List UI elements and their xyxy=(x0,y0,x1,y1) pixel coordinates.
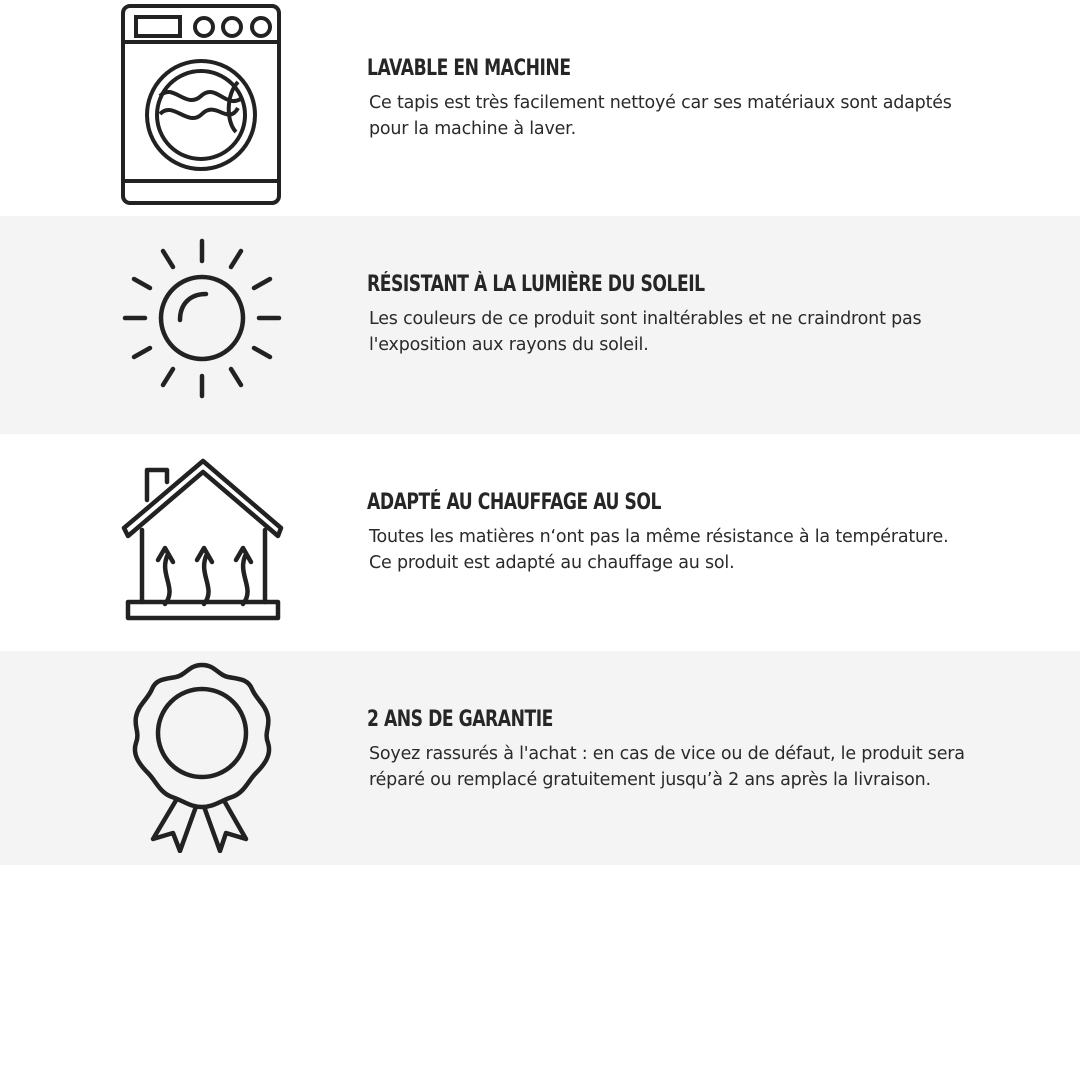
feature-warranty xyxy=(0,651,1080,865)
heated-house-icon xyxy=(118,458,288,624)
feature-sun-resistant xyxy=(0,216,1080,434)
feature-title: RÉSISTANT À LA LUMIÈRE DU SOLEIL xyxy=(367,272,705,297)
award-ribbon-icon xyxy=(118,661,288,853)
feature-floor-heating xyxy=(0,434,1080,651)
feature-description: Les couleurs de ce produit sont inaltérables et ne craindront pas l'exposition aux rayons du soleil. xyxy=(369,309,922,355)
sun-icon xyxy=(118,236,288,401)
washing-machine-icon xyxy=(118,4,288,206)
feature-machine-washable xyxy=(0,0,1080,216)
feature-description: Soyez rassurés à l'achat : en cas de vice ou de défaut, le produit sera réparé ou remplacé gratuitement jusqu’à 2 ans après la livraison. xyxy=(369,744,965,790)
feature-description: Ce tapis est très facilement nettoyé car ses matériaux sont adaptés pour la machine à laver. xyxy=(369,93,952,139)
feature-description: Toutes les matières n‘ont pas la même résistance à la température. Ce produit est adapté au chauffage au sol. xyxy=(369,527,949,573)
feature-title: ADAPTÉ AU CHAUFFAGE AU SOL xyxy=(367,490,661,515)
feature-title: LAVABLE EN MACHINE xyxy=(367,56,571,81)
feature-title: 2 ANS DE GARANTIE xyxy=(367,707,553,732)
empty-space xyxy=(0,865,1080,1080)
